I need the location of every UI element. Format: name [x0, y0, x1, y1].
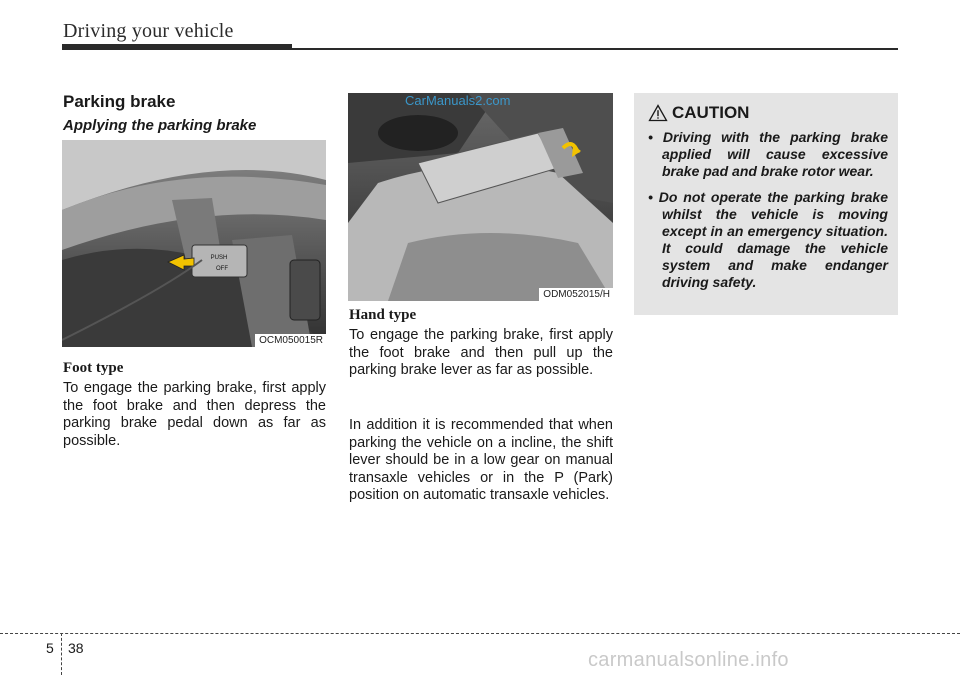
- foot-type-heading: Foot type: [63, 360, 124, 376]
- pedal-label-push: PUSH: [210, 255, 228, 261]
- chapter-title: Driving your vehicle: [63, 20, 234, 42]
- hand-brake-photo: [348, 93, 613, 301]
- subsection-title: Applying the parking brake: [63, 117, 257, 134]
- warning-triangle-icon: [648, 104, 668, 122]
- image-code: ODM052015/H: [539, 288, 613, 301]
- watermark-bottom: carmanualsonline.info: [588, 649, 789, 671]
- caution-list: [648, 129, 888, 291]
- foot-brake-photo: [62, 140, 326, 347]
- caution-item: • Driving with the parking brake applied will cause excessive brake pad and brake rotor wear.: [648, 129, 888, 179]
- watermark-top: CarManuals2.com: [405, 93, 511, 108]
- caution-title: CAUTION: [672, 103, 750, 122]
- hand-type-recommendation: In addition it is recommended that when parking the vehicle on a incline, the shift lever should be in a low gear on manual transaxle vehicles or in the P (Park) position on automatic transaxle vehicles.: [349, 417, 613, 503]
- caution-item: • Do not operate the parking brake whilst the vehicle is moving except in an emergency situation. It could damage the vehicle system and make endanger driving safety.: [648, 189, 888, 290]
- hand-type-heading: Hand type: [349, 307, 417, 323]
- caution-box: [634, 93, 898, 315]
- section-title: Parking brake: [63, 92, 176, 111]
- hand-type-text: To engage the parking brake, first apply the foot brake and then pull up the parking brake lever as far as possible.: [349, 327, 613, 378]
- header-rule-thin: [292, 48, 898, 50]
- foot-type-text: To engage the parking brake, first apply the foot brake and then depress the parking brake pedal down as far as possible.: [63, 380, 326, 449]
- footer-rule: [0, 633, 960, 634]
- image-code: OCM050015R: [255, 334, 326, 347]
- page-number: 38: [68, 640, 84, 656]
- pedal-label-off: OFF: [216, 266, 228, 272]
- header-rule-thick: [62, 44, 292, 50]
- caution-header: [648, 103, 888, 123]
- chapter-number: 5: [46, 640, 54, 656]
- footer-divider: [61, 633, 62, 675]
